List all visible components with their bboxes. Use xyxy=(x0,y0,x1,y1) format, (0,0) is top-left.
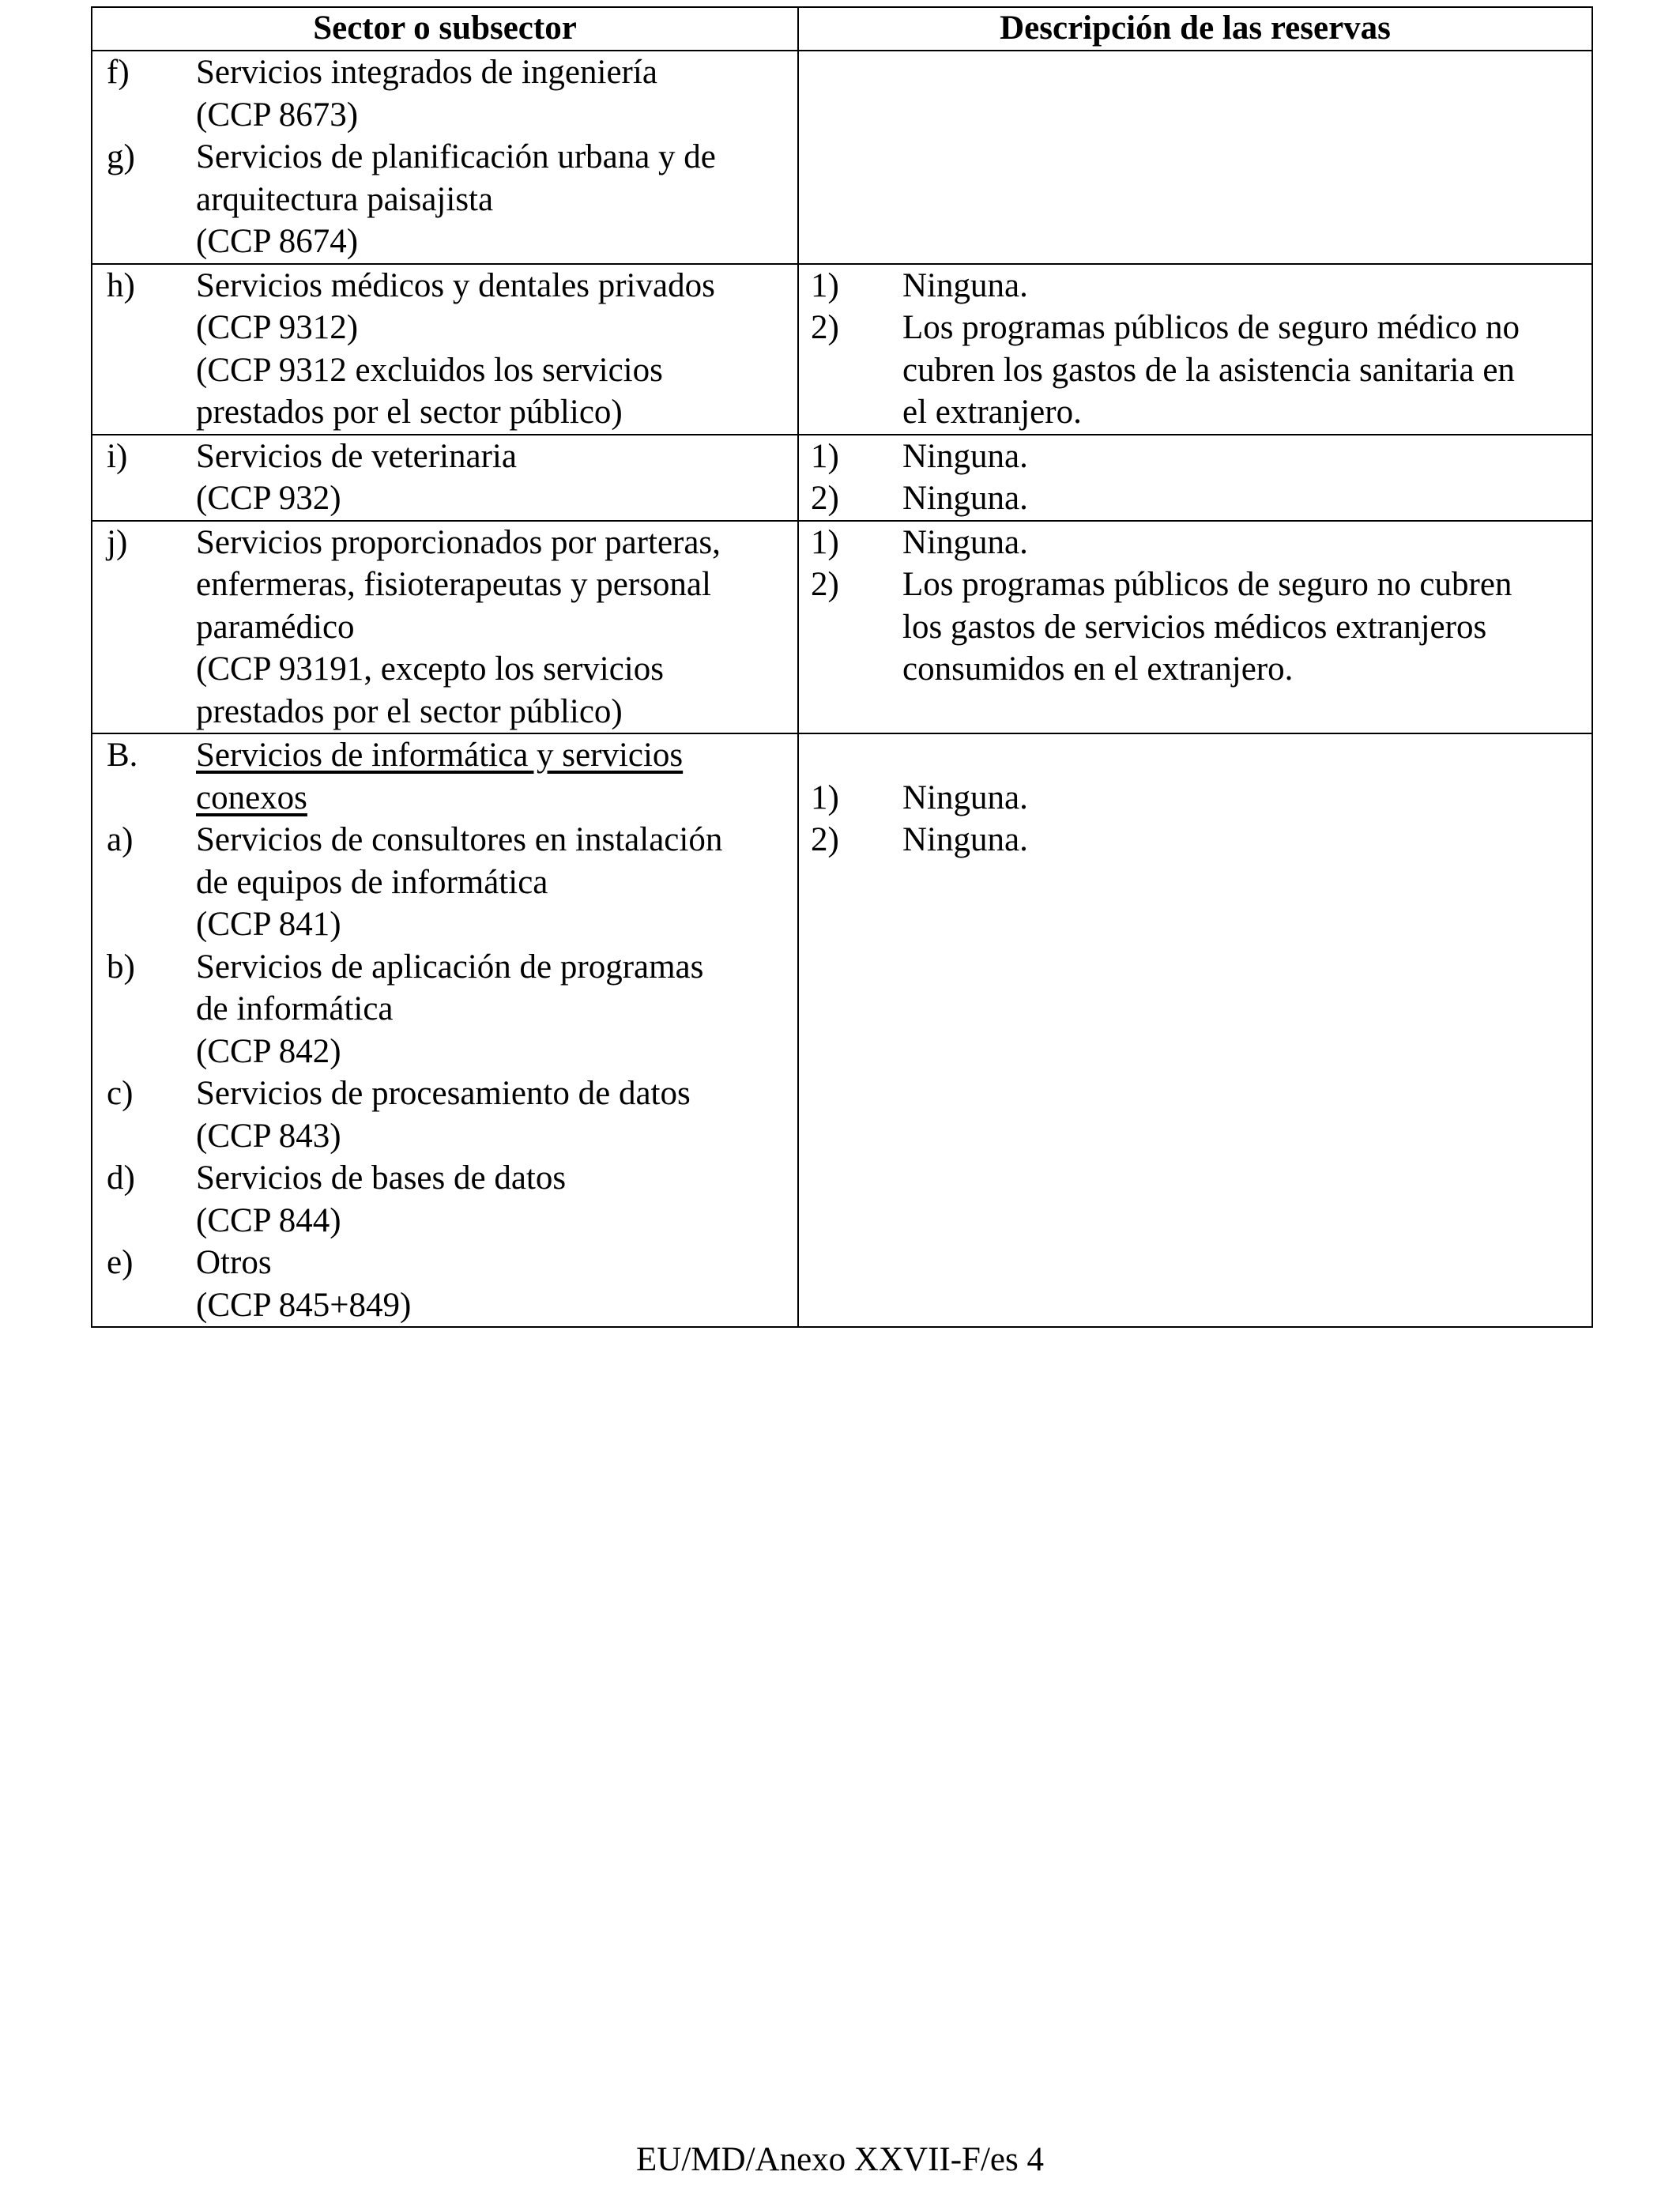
sector-item-line: (CCP 841) xyxy=(196,906,341,943)
reserva-item-line: Ninguna. xyxy=(902,437,1028,475)
sector-item-line: (CCP 932) xyxy=(196,480,341,517)
table-row xyxy=(92,51,1592,264)
table-row xyxy=(92,733,1592,1327)
sector-cell xyxy=(92,733,798,1327)
sector-item-line: Servicios proporcionados por parteras, xyxy=(196,523,721,561)
sector-item-line: Servicios de bases de datos xyxy=(196,1159,567,1197)
sector-item xyxy=(92,734,797,819)
reserva-item-text xyxy=(902,435,1591,478)
sector-item-line: Servicios de veterinaria xyxy=(196,437,517,475)
sector-item-text xyxy=(196,946,797,1073)
reserva-item-line: Ninguna. xyxy=(902,480,1028,517)
sector-item xyxy=(92,435,797,520)
table-header-row xyxy=(92,7,1592,51)
sector-item-text xyxy=(196,51,797,136)
sector-item-line: Servicios integrados de ingeniería xyxy=(196,54,657,91)
sector-item-line: (CCP 845+849) xyxy=(196,1286,412,1324)
reserva-item-text xyxy=(902,819,1591,861)
reserva-item xyxy=(799,819,1591,861)
sector-item-line: prestados por el sector público) xyxy=(196,692,623,730)
reserva-item-number: 1) xyxy=(811,437,839,475)
sector-item-label: f) xyxy=(107,54,130,91)
reserva-item xyxy=(799,435,1591,478)
sector-item xyxy=(92,522,797,733)
sector-cell xyxy=(92,51,798,264)
sector-item-text xyxy=(196,734,797,819)
sector-item-label: b) xyxy=(107,948,135,986)
sector-item-text xyxy=(196,1072,797,1157)
sector-item-label: h) xyxy=(107,266,135,304)
sector-item-line: Servicios de planificación urbana y de xyxy=(196,138,716,175)
sector-item-line: conexos xyxy=(196,778,307,816)
reservas-cell xyxy=(798,51,1592,264)
header-reservas: Descripción de las reservas xyxy=(798,7,1592,51)
sector-item xyxy=(92,265,797,434)
reserva-item-text xyxy=(902,307,1591,434)
sector-item-line: prestados por el sector público) xyxy=(196,394,623,431)
sector-item-line: Servicios de informática y servicios xyxy=(196,737,684,774)
reserva-item-number: 1) xyxy=(811,266,839,304)
sector-item-line: (CCP 844) xyxy=(196,1201,341,1239)
sector-item-line: Servicios de consultores en instalación xyxy=(196,821,723,858)
sector-item-label: c) xyxy=(107,1075,134,1112)
reserva-item-line: Ninguna. xyxy=(902,266,1028,304)
reserva-item xyxy=(799,564,1591,691)
reserva-item-line: Ninguna. xyxy=(902,523,1028,561)
reserva-item-number: 1) xyxy=(811,778,839,816)
reserva-item-line: el extranjero. xyxy=(902,394,1082,431)
sector-item-line: arquitectura paisajista xyxy=(196,180,494,218)
reservas-cell xyxy=(798,264,1592,435)
sector-item xyxy=(92,946,797,1073)
sector-item-line: de equipos de informática xyxy=(196,863,548,901)
reservas-cell xyxy=(798,435,1592,521)
sector-item-text xyxy=(196,136,797,263)
sector-item-line: (CCP 9312) xyxy=(196,309,359,346)
sector-item-text xyxy=(196,1242,797,1326)
sector-item-label: g) xyxy=(107,138,135,175)
sector-item xyxy=(92,819,797,946)
sector-cell xyxy=(92,521,798,734)
reserva-item-line: Los programas públicos de seguro médico no xyxy=(902,309,1520,346)
reserva-item xyxy=(799,307,1591,434)
sector-item-label: j) xyxy=(107,523,128,561)
reserva-item-text xyxy=(902,522,1591,564)
reserva-item-number: 2) xyxy=(811,309,839,346)
sector-item-text xyxy=(196,522,797,733)
reserva-item-number: 2) xyxy=(811,480,839,517)
sector-item-line: (CCP 843) xyxy=(196,1117,341,1155)
sector-item-line: (CCP 8673) xyxy=(196,96,359,134)
table-body xyxy=(92,51,1592,1327)
table-row xyxy=(92,521,1592,734)
reserva-item-line: consumidos en el extranjero. xyxy=(902,650,1294,688)
sector-item-label: a) xyxy=(107,821,134,858)
reservas-cell xyxy=(798,521,1592,734)
sector-item xyxy=(92,1072,797,1157)
sector-item-line: de informática xyxy=(196,990,394,1027)
sector-item-label: e) xyxy=(107,1244,134,1281)
reserva-item-number: 2) xyxy=(811,821,839,858)
reserva-item-number: 2) xyxy=(811,566,839,603)
sector-cell xyxy=(92,435,798,521)
reserva-item-line: cubren los gastos de la asistencia sanitaria en xyxy=(902,351,1515,389)
sector-item-text xyxy=(196,1157,797,1242)
sector-item xyxy=(92,136,797,263)
reserva-item-text xyxy=(902,265,1591,307)
reservations-table xyxy=(91,6,1593,1328)
sector-item-line: (CCP 842) xyxy=(196,1032,341,1070)
sector-item-line: Servicios de procesamiento de datos xyxy=(196,1075,691,1112)
sector-item-label: B. xyxy=(107,737,138,774)
reserva-item xyxy=(799,477,1591,520)
sector-item-line: enfermeras, fisioterapeutas y personal xyxy=(196,566,711,603)
sector-item-line: Servicios médicos y dentales privados xyxy=(196,266,715,304)
reserva-item-text xyxy=(902,777,1591,820)
sector-item-label: i) xyxy=(107,437,128,475)
reserva-item-line: Los programas públicos de seguro no cubren xyxy=(902,566,1512,603)
reserva-item xyxy=(799,777,1591,820)
reserva-item-line: los gastos de servicios médicos extranjeros xyxy=(902,608,1487,646)
reserva-item-line: Ninguna. xyxy=(902,821,1028,858)
sector-cell xyxy=(92,264,798,435)
sector-item-line: Servicios de aplicación de programas xyxy=(196,948,704,986)
reserva-item xyxy=(799,265,1591,307)
reserva-item-text xyxy=(902,564,1591,691)
reserva-item-number: 1) xyxy=(811,523,839,561)
sector-item-text xyxy=(196,819,797,946)
sector-item xyxy=(92,1157,797,1242)
spacer xyxy=(799,734,1591,777)
reserva-item-text xyxy=(902,477,1591,520)
reserva-item xyxy=(799,522,1591,564)
sector-item xyxy=(92,1242,797,1326)
sector-item-line: Otros xyxy=(196,1244,272,1281)
sector-item-line: paramédico xyxy=(196,608,355,646)
sector-item-line: (CCP 93191, excepto los servicios xyxy=(196,650,664,688)
table-row xyxy=(92,435,1592,521)
sector-item xyxy=(92,51,797,136)
reserva-item-line: Ninguna. xyxy=(902,778,1028,816)
reservas-cell xyxy=(798,733,1592,1327)
page-footer: EU/MD/Anexo XXVII-F/es 4 xyxy=(636,2141,1044,2178)
table-row xyxy=(92,264,1592,435)
sector-item-label: d) xyxy=(107,1159,135,1197)
header-sector: Sector o subsector xyxy=(92,7,798,51)
sector-item-line: (CCP 8674) xyxy=(196,223,359,260)
sector-item-text xyxy=(196,265,797,434)
sector-item-text xyxy=(196,435,797,520)
sector-item-line: (CCP 9312 excluidos los servicios xyxy=(196,351,663,389)
